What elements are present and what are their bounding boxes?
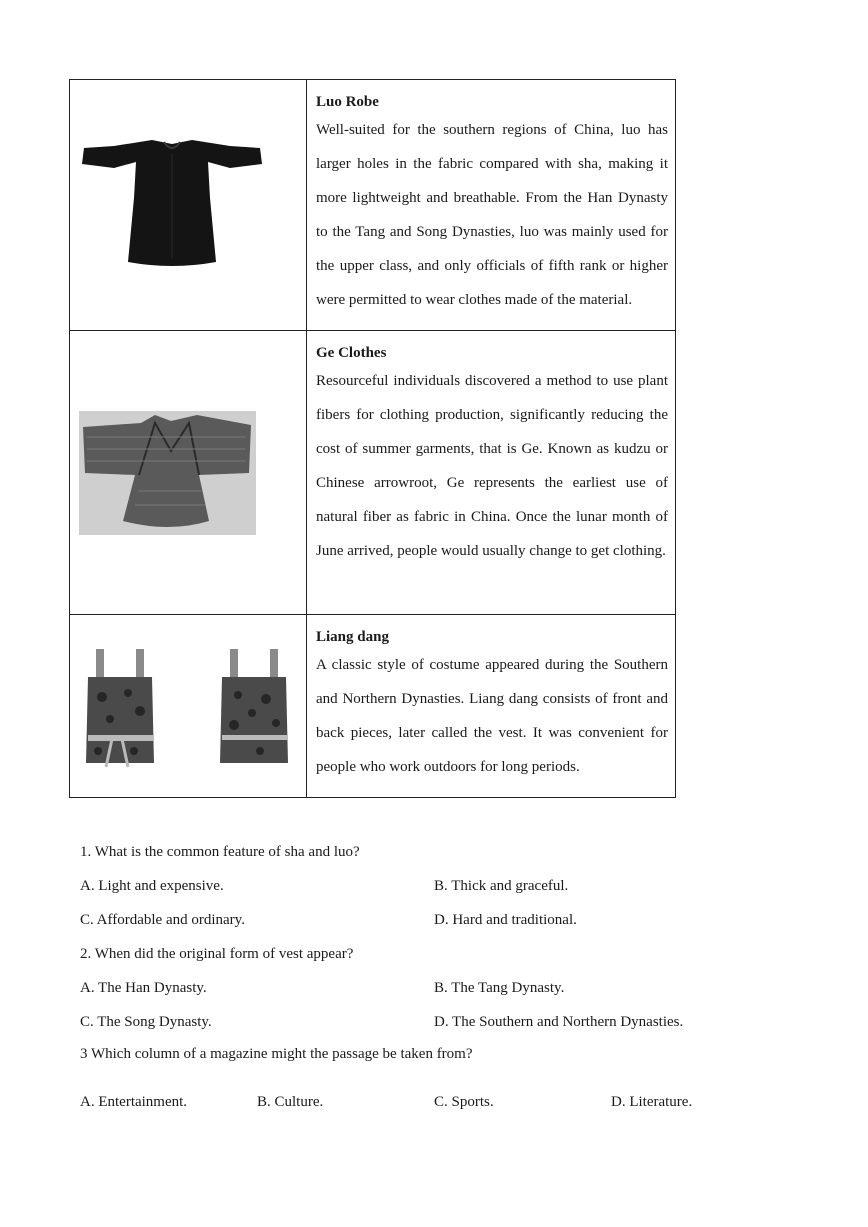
question-2-option-a: A. The Han Dynasty.	[80, 980, 207, 996]
question-3-option-a: A. Entertainment.	[80, 1094, 188, 1110]
question-1-option-c: C. Affordable and ordinary.	[80, 912, 245, 928]
question-1-option-a: A. Light and expensive.	[80, 878, 224, 894]
question-1-option-d: D. Hard and traditional.	[434, 912, 577, 928]
luo-robe-image	[80, 138, 264, 270]
item-description: A classic style of costume appeared during the Southern and Northern Dynasties. Liang dang consists of front and back pieces, later called the vest. It was convenient for people who work outdoors for long periods.	[316, 657, 668, 775]
text-cell-liang-dang	[307, 615, 676, 798]
text-cell-ge-clothes	[307, 331, 676, 615]
question-3-stem: 3 Which column of a magazine might the passage be taken from?	[80, 1046, 473, 1062]
image-cell-ge-clothes	[70, 331, 307, 615]
table-row-liang-dang	[70, 615, 676, 798]
question-2-option-b: B. The Tang Dynasty.	[434, 980, 565, 996]
item-description: Resourceful individuals discovered a method to use plant fibers for clothing production, significantly reducing the cost of summer garments, that is Ge. Known as kudzu or Chinese arrowroot, Ge represents the earliest use of natural fiber as fabric in China. Once the lunar month of June arrived, people would usually change to get clothing.	[316, 373, 668, 559]
question-1-option-b: B. Thick and graceful.	[434, 878, 569, 894]
question-3-option-b: B. Culture.	[257, 1094, 324, 1110]
table-row-luo-robe	[70, 80, 676, 331]
question-2-stem: 2. When did the original form of vest appear?	[80, 946, 354, 962]
question-2-option-c: C. The Song Dynasty.	[80, 1014, 212, 1030]
image-cell-luo-robe	[70, 80, 307, 331]
liang-dang-back-image	[216, 647, 292, 769]
item-title: Liang dang	[316, 629, 389, 645]
question-2-option-d: D. The Southern and Northern Dynasties.	[434, 1014, 684, 1030]
image-cell-liang-dang	[70, 615, 307, 798]
text-cell-luo-robe	[307, 80, 676, 331]
question-1-stem: 1. What is the common feature of sha and luo?	[80, 844, 360, 860]
item-title: Ge Clothes	[316, 345, 387, 361]
ge-clothes-image	[79, 411, 256, 535]
liang-dang-front-image	[82, 647, 158, 769]
garment-table	[69, 79, 676, 798]
question-3-option-d: D. Literature.	[611, 1094, 693, 1110]
item-description: Well-suited for the southern regions of China, luo has larger holes in the fabric compared with sha, making it more lightweight and breathable. From the Han Dynasty to the Tang and Song Dynasties, luo was mainly used for the upper class, and only officials of fifth rank or higher were permitted to wear clothes made of the material.	[316, 122, 668, 308]
table-row-ge-clothes	[70, 331, 676, 615]
question-3-option-c: C. Sports.	[434, 1094, 494, 1110]
item-title: Luo Robe	[316, 94, 379, 110]
